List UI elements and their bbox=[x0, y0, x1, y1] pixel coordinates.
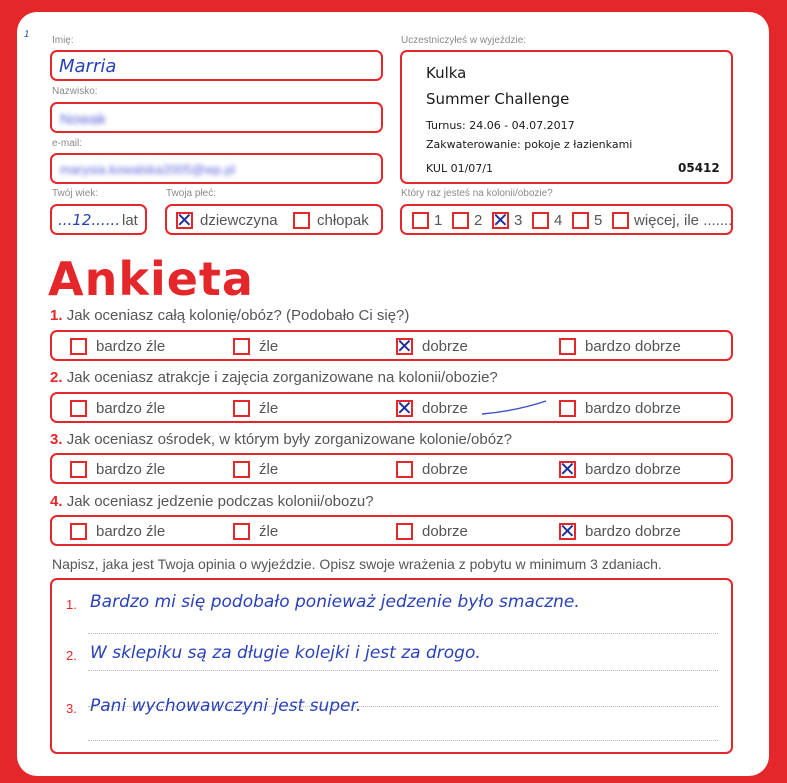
age-field[interactable] bbox=[50, 204, 147, 235]
question-number: 2. bbox=[50, 369, 63, 386]
times-1-label: 1 bbox=[434, 212, 443, 229]
q4-zle-checkbox[interactable] bbox=[233, 523, 250, 540]
times-4-label: 4 bbox=[554, 212, 563, 229]
x-mark-icon: ✕ bbox=[559, 457, 576, 481]
question-text: Jak oceniasz atrakcje i zajęcia zorganizowane na kolonii/obozie? bbox=[66, 369, 498, 386]
times-2-label: 2 bbox=[474, 212, 483, 229]
times-group bbox=[400, 204, 733, 235]
opinion-prompt: Napisz, jaka jest Twoja opinia o wyjeździe. Opisz swoje wrażenia z pobytu w minimum 3 zdaniach. bbox=[52, 556, 662, 572]
x-mark-icon: ✕ bbox=[396, 396, 413, 420]
q3-bardzo-zle-checkbox[interactable] bbox=[70, 461, 87, 478]
q3-zle-checkbox[interactable] bbox=[233, 461, 250, 478]
q3-zle-label: źle bbox=[259, 461, 279, 478]
question-text: Jak oceniasz całą kolonię/obóz? (Podobało Ci się?) bbox=[66, 307, 410, 324]
q4-zle-label: źle bbox=[259, 523, 279, 540]
age-unit: lat bbox=[122, 212, 138, 229]
times-5-label: 5 bbox=[594, 212, 603, 229]
q3-dobrze-checkbox[interactable] bbox=[396, 461, 413, 478]
opinion-number: 2. bbox=[66, 648, 77, 663]
q1-dobrze-checkbox[interactable] bbox=[396, 334, 413, 358]
question-4-options bbox=[50, 515, 733, 546]
question-4 bbox=[50, 493, 374, 510]
question-2-options bbox=[50, 392, 733, 423]
surname-field[interactable] bbox=[50, 102, 383, 133]
question-number: 1. bbox=[50, 307, 63, 324]
times-more-label: więcej, ile ....... bbox=[634, 212, 733, 229]
q1-bardzo-zle-label: bardzo źle bbox=[96, 338, 166, 355]
q3-dobrze-label: dobrze bbox=[422, 461, 468, 478]
q3-bardzo-zle-label: bardzo źle bbox=[96, 461, 166, 478]
gender-boy-label: chłopak bbox=[317, 212, 369, 229]
stamp-number: 05412 bbox=[678, 161, 720, 175]
trip-stamp-box bbox=[400, 50, 733, 184]
ruled-line bbox=[88, 740, 718, 741]
q1-bardzo-zle-checkbox[interactable] bbox=[70, 338, 87, 355]
question-3 bbox=[50, 431, 512, 448]
stamp-line3: Turnus: 24.06 - 04.07.2017 bbox=[426, 119, 575, 132]
times-label: Który raz jesteś na kolonii/obozie? bbox=[401, 188, 553, 199]
opinion-sentence-3: Pani wychowawczyni jest super. bbox=[90, 696, 362, 716]
question-text: Jak oceniasz jedzenie podczas kolonii/obozu? bbox=[66, 493, 374, 510]
name-value: Marria bbox=[59, 56, 117, 77]
q1-dobrze-label: dobrze bbox=[422, 338, 468, 355]
gender-group bbox=[165, 204, 383, 235]
q4-bardzo-dobrze-checkbox[interactable] bbox=[559, 519, 576, 543]
question-text: Jak oceniasz ośrodek, w którym były zorganizowane kolonie/obóz? bbox=[66, 431, 512, 448]
q3-bardzo-dobrze-label: bardzo dobrze bbox=[585, 461, 681, 478]
x-mark-icon: ✕ bbox=[176, 208, 193, 232]
email-field[interactable] bbox=[50, 153, 383, 184]
age-value: ...12...... bbox=[58, 211, 120, 229]
opinion-number: 3. bbox=[66, 701, 77, 716]
x-mark-icon: ✕ bbox=[396, 334, 413, 358]
opinion-sentence-1: Bardzo mi się podobało ponieważ jedzenie było smaczne. bbox=[90, 592, 580, 612]
q1-zle-checkbox[interactable] bbox=[233, 338, 250, 355]
q4-bardzo-dobrze-label: bardzo dobrze bbox=[585, 523, 681, 540]
email-value-redacted: marysia.kowalska2005@wp.pl bbox=[60, 162, 236, 177]
question-number: 3. bbox=[50, 431, 63, 448]
q1-zle-label: źle bbox=[259, 338, 279, 355]
q1-bardzo-dobrze-checkbox[interactable] bbox=[559, 338, 576, 355]
stamp-line4: Zakwaterowanie: pokoje z łazienkami bbox=[426, 138, 633, 151]
q2-bardzo-dobrze-checkbox[interactable] bbox=[559, 400, 576, 417]
stamp-line1: Kulka bbox=[426, 64, 467, 82]
times-5-checkbox[interactable] bbox=[572, 212, 589, 229]
q3-bardzo-dobrze-checkbox[interactable] bbox=[559, 457, 576, 481]
question-number: 4. bbox=[50, 493, 63, 510]
q2-bardzo-zle-label: bardzo źle bbox=[96, 400, 166, 417]
question-3-options bbox=[50, 453, 733, 484]
times-3-label: 3 bbox=[514, 212, 523, 229]
question-1 bbox=[50, 307, 409, 324]
times-1-checkbox[interactable] bbox=[412, 212, 429, 229]
q2-bardzo-zle-checkbox[interactable] bbox=[70, 400, 87, 417]
trip-label: Uczestniczyłeś w wyjeździe: bbox=[401, 35, 527, 46]
q4-bardzo-zle-label: bardzo źle bbox=[96, 523, 166, 540]
question-2 bbox=[50, 369, 498, 386]
gender-girl-checkbox[interactable] bbox=[176, 208, 193, 232]
opinion-sentence-2: W sklepiku są za długie kolejki i jest za drogo. bbox=[90, 643, 481, 663]
q2-zle-checkbox[interactable] bbox=[233, 400, 250, 417]
times-more-checkbox[interactable] bbox=[612, 212, 629, 229]
ruled-line bbox=[88, 633, 718, 634]
gender-girl-label: dziewczyna bbox=[200, 212, 278, 229]
times-2-checkbox[interactable] bbox=[452, 212, 469, 229]
x-mark-icon: ✕ bbox=[492, 208, 509, 232]
page-mark: 1 bbox=[24, 30, 30, 40]
opinion-number: 1. bbox=[66, 597, 77, 612]
times-3-checkbox[interactable] bbox=[492, 208, 509, 232]
page-title: Ankieta bbox=[48, 252, 254, 306]
pen-stroke bbox=[480, 398, 550, 418]
name-label: Imię: bbox=[52, 35, 74, 46]
email-label: e-mail: bbox=[52, 138, 83, 149]
surname-value-redacted: Nowak bbox=[60, 111, 106, 128]
q2-dobrze-checkbox[interactable] bbox=[396, 396, 413, 420]
q4-bardzo-zle-checkbox[interactable] bbox=[70, 523, 87, 540]
surname-label: Nazwisko: bbox=[52, 86, 98, 97]
gender-label: Twoja płeć: bbox=[166, 188, 217, 199]
stamp-line2: Summer Challenge bbox=[426, 90, 570, 108]
q4-dobrze-label: dobrze bbox=[422, 523, 468, 540]
age-label: Twój wiek: bbox=[52, 188, 99, 199]
q2-bardzo-dobrze-label: bardzo dobrze bbox=[585, 400, 681, 417]
name-field[interactable] bbox=[50, 50, 383, 81]
q2-dobrze-label: dobrze bbox=[422, 400, 468, 417]
x-mark-icon: ✕ bbox=[559, 519, 576, 543]
question-1-options bbox=[50, 330, 733, 361]
q1-bardzo-dobrze-label: bardzo dobrze bbox=[585, 338, 681, 355]
ruled-line bbox=[88, 670, 718, 671]
q4-dobrze-checkbox[interactable] bbox=[396, 523, 413, 540]
stamp-code: KUL 01/07/1 bbox=[426, 162, 493, 175]
gender-boy-checkbox[interactable] bbox=[293, 212, 310, 229]
q2-zle-label: źle bbox=[259, 400, 279, 417]
times-4-checkbox[interactable] bbox=[532, 212, 549, 229]
